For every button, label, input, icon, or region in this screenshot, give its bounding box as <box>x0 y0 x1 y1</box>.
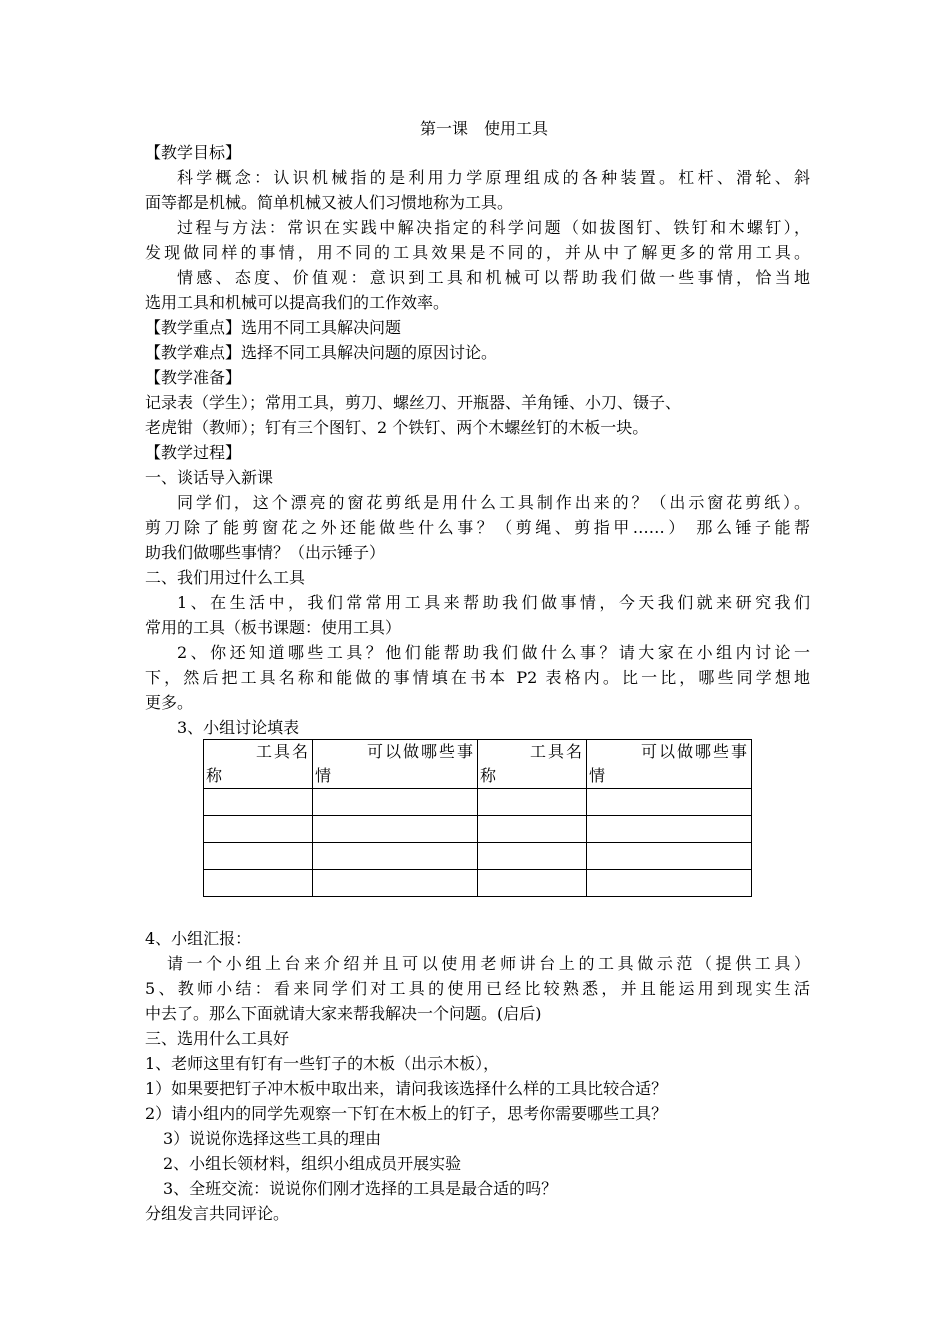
text-line: 4、小组汇报： <box>145 929 252 948</box>
text-line: 1、老师这里有钉有一些钉子的木板（出示木板）， <box>145 1054 500 1073</box>
text-line: 同学们，这个漂亮的窗花剪纸是用什么工具制作出来的？（出示窗花剪纸）。 <box>177 493 810 512</box>
text-line: 一、谈话导入新课 <box>145 468 274 487</box>
header-text: 情 <box>589 766 606 785</box>
table-header-row <box>204 740 752 789</box>
table-header-cell <box>204 740 313 789</box>
text-line: 【教学难点】选择不同工具解决问题的原因讨论。 <box>145 343 498 362</box>
table-cell <box>204 789 313 816</box>
text-line: 【教学过程】 <box>145 443 242 462</box>
lesson-body-continued <box>145 926 810 1226</box>
text-line: 助我们做哪些事情？（出示锤子） <box>145 543 386 562</box>
table-row <box>204 843 752 870</box>
text-line: 常用的工具（板书课题：使用工具） <box>145 618 402 637</box>
header-text: 情 <box>315 766 332 785</box>
table-cell <box>313 816 478 843</box>
text-line: 选用工具和机械可以提高我们的工作效率。 <box>145 293 450 312</box>
table-cell <box>313 870 478 897</box>
text-line: 【教学重点】选用不同工具解决问题 <box>145 318 402 337</box>
text-line: 三、选用什么工具好 <box>145 1029 290 1048</box>
text-line: 2、小组长领材料，组织小组成员开展实验 <box>163 1154 462 1173</box>
text-line: 中去了。那么下面就请大家来帮我解决一个问题。(启后) <box>145 1004 542 1023</box>
text-line: 下，然后把工具名称和能做的事情填在书本 P2 表格内。比一比，哪些同学想地 <box>145 668 810 687</box>
text-line: 发现做同样的事情，用不同的工具效果是不同的，并从中了解更多的常用工具。 <box>145 243 810 262</box>
table-cell <box>587 843 752 870</box>
text-line: 1）如果要把钉子冲木板中取出来，请问我该选择什么样的工具比较合适？ <box>145 1079 668 1098</box>
text-line: 记录表（学生）；常用工具，剪刀、螺丝刀、开瓶器、羊角锤、小刀、镊子、 <box>145 393 682 412</box>
text-line: 【教学目标】 <box>145 143 242 162</box>
text-line: 面等都是机械。简单机械又被人们习惯地称为工具。 <box>145 193 514 212</box>
text-line: 3）说说你选择这些工具的理由 <box>163 1129 382 1148</box>
text-line: 请一个小组上台来介绍并且可以使用老师讲台上的工具做示范（提供工具） <box>167 954 810 973</box>
text-line: 3、全班交流：说说你们刚才选择的工具是最合适的吗？ <box>163 1179 558 1198</box>
lesson-title: 第一课 使用工具 <box>419 119 548 138</box>
table-cell <box>204 816 313 843</box>
text-line: 5、教师小结：看来同学们对工具的使用已经比较熟悉，并且能运用到现实生活 <box>145 979 810 998</box>
table-cell <box>587 870 752 897</box>
text-line: 老虎钳（教师）；钉有三个图钉、2 个铁钉、两个木螺丝钉的木板一块。 <box>145 418 649 437</box>
header-text: 工具名 <box>255 742 310 761</box>
table-cell <box>587 816 752 843</box>
table-cell <box>478 843 587 870</box>
text-line: 2）请小组内的同学先观察一下钉在木板上的钉子，思考你需要哪些工具？ <box>145 1104 668 1123</box>
table-cell <box>204 870 313 897</box>
table-header-cell <box>313 740 478 789</box>
table-cell <box>478 870 587 897</box>
table-cell <box>313 789 478 816</box>
header-text: 可以做哪些事 <box>640 742 749 761</box>
header-text: 称 <box>206 766 223 785</box>
table-row <box>204 870 752 897</box>
text-line: 更多。 <box>145 693 194 712</box>
header-text: 工具名 <box>529 742 584 761</box>
table-cell <box>313 843 478 870</box>
text-line: 3、小组讨论填表 <box>177 718 300 737</box>
table-cell <box>478 789 587 816</box>
text-line: 情感、态度、价值观：意识到工具和机械可以帮助我们做一些事情，恰当地 <box>177 268 810 287</box>
table-header-cell <box>478 740 587 789</box>
table-cell <box>478 816 587 843</box>
text-line: 二、我们用过什么工具 <box>145 568 306 587</box>
header-text: 称 <box>480 766 497 785</box>
text-line: 【教学准备】 <box>145 368 242 387</box>
lesson-body <box>145 140 810 740</box>
table-header-cell <box>587 740 752 789</box>
table-cell <box>587 789 752 816</box>
table-cell <box>204 843 313 870</box>
text-line: 剪刀除了能剪窗花之外还能做些什么事？（剪绳、剪指甲……） 那么锤子能帮 <box>145 518 810 537</box>
table-row <box>204 816 752 843</box>
table-row <box>204 789 752 816</box>
text-line: 过程与方法：常识在实践中解决指定的科学问题（如拔图钉、铁钉和木螺钉）， <box>177 218 810 237</box>
discussion-table <box>203 739 752 897</box>
text-line: 1、在生活中，我们常常用工具来帮助我们做事情，今天我们就来研究我们 <box>177 593 810 612</box>
header-text: 可以做哪些事 <box>366 742 475 761</box>
text-line: 2、你还知道哪些工具？他们能帮助我们做什么事？请大家在小组内讨论一 <box>177 643 810 662</box>
text-line: 科学概念：认识机械指的是利用力学原理组成的各种装置。杠杆、滑轮、斜 <box>177 168 810 187</box>
text-line: 分组发言共同评论。 <box>145 1204 290 1223</box>
